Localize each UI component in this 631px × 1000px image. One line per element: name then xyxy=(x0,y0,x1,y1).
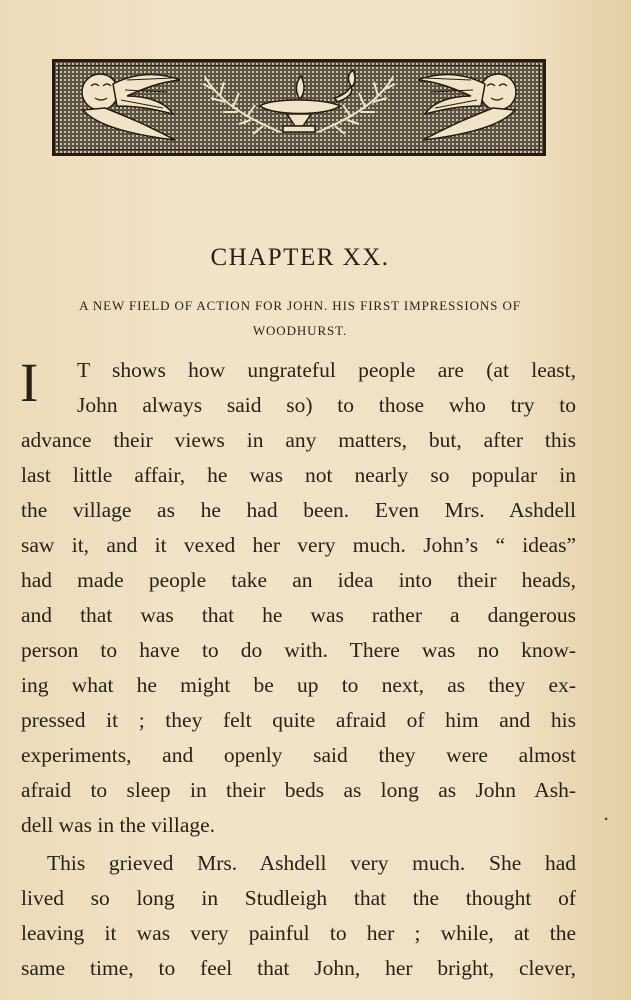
text-line: the village as he had been. Even Mrs. Ashdell xyxy=(21,498,576,522)
page-edge-mark: • xyxy=(604,812,609,826)
text-line: ing what he might be up to next, as they ex- xyxy=(21,673,576,697)
text-line: advance their views in any matters, but, after this xyxy=(21,428,576,452)
left-cherub-icon xyxy=(82,74,180,140)
text-line: dell was in the village. xyxy=(21,813,216,837)
text-line: T shows how ungrateful people are (at least, xyxy=(77,358,576,382)
text-line: leaving it was very painful to her ; while, at the xyxy=(21,921,576,945)
chapter-subtitle-line: WOODHURST. xyxy=(252,323,348,338)
text-line: John always said so) to those who try to xyxy=(77,393,576,417)
text-line: same time, to feel that John, her bright, clever, xyxy=(21,956,576,980)
drop-cap: I xyxy=(20,352,39,413)
chapter-subtitle-line: A NEW FIELD OF ACTION FOR JOHN. HIS FIRST IMPRESSIONS OF xyxy=(79,298,521,313)
text-line: last little affair, he was not nearly so popular in xyxy=(21,463,576,487)
text-line: experiments, and openly said they were almost xyxy=(21,743,576,767)
chapter-subtitle xyxy=(18,293,582,343)
text-line: afraid to sleep in their beds as long as John Ash- xyxy=(21,778,576,802)
oil-lamp-icon xyxy=(260,70,355,132)
text-line: pressed it ; they felt quite afraid of him and his xyxy=(21,708,576,732)
header-ornament xyxy=(52,59,546,156)
right-cherub-icon xyxy=(418,74,516,140)
text-line: saw it, and it vexed her very much. John’s “ ideas” xyxy=(21,533,576,557)
text-line: had made people take an idea into their heads, xyxy=(21,568,576,592)
ornament-engraving xyxy=(55,62,543,153)
text-line: person to have to do with. There was no know- xyxy=(21,638,576,662)
text-line: This grieved Mrs. Ashdell very much. She had xyxy=(47,851,576,875)
text-line: lived so long in Studleigh that the thought of xyxy=(21,886,576,910)
text-line: and that was that he was rather a dangerous xyxy=(21,603,576,627)
chapter-title: CHAPTER XX. xyxy=(210,244,390,271)
